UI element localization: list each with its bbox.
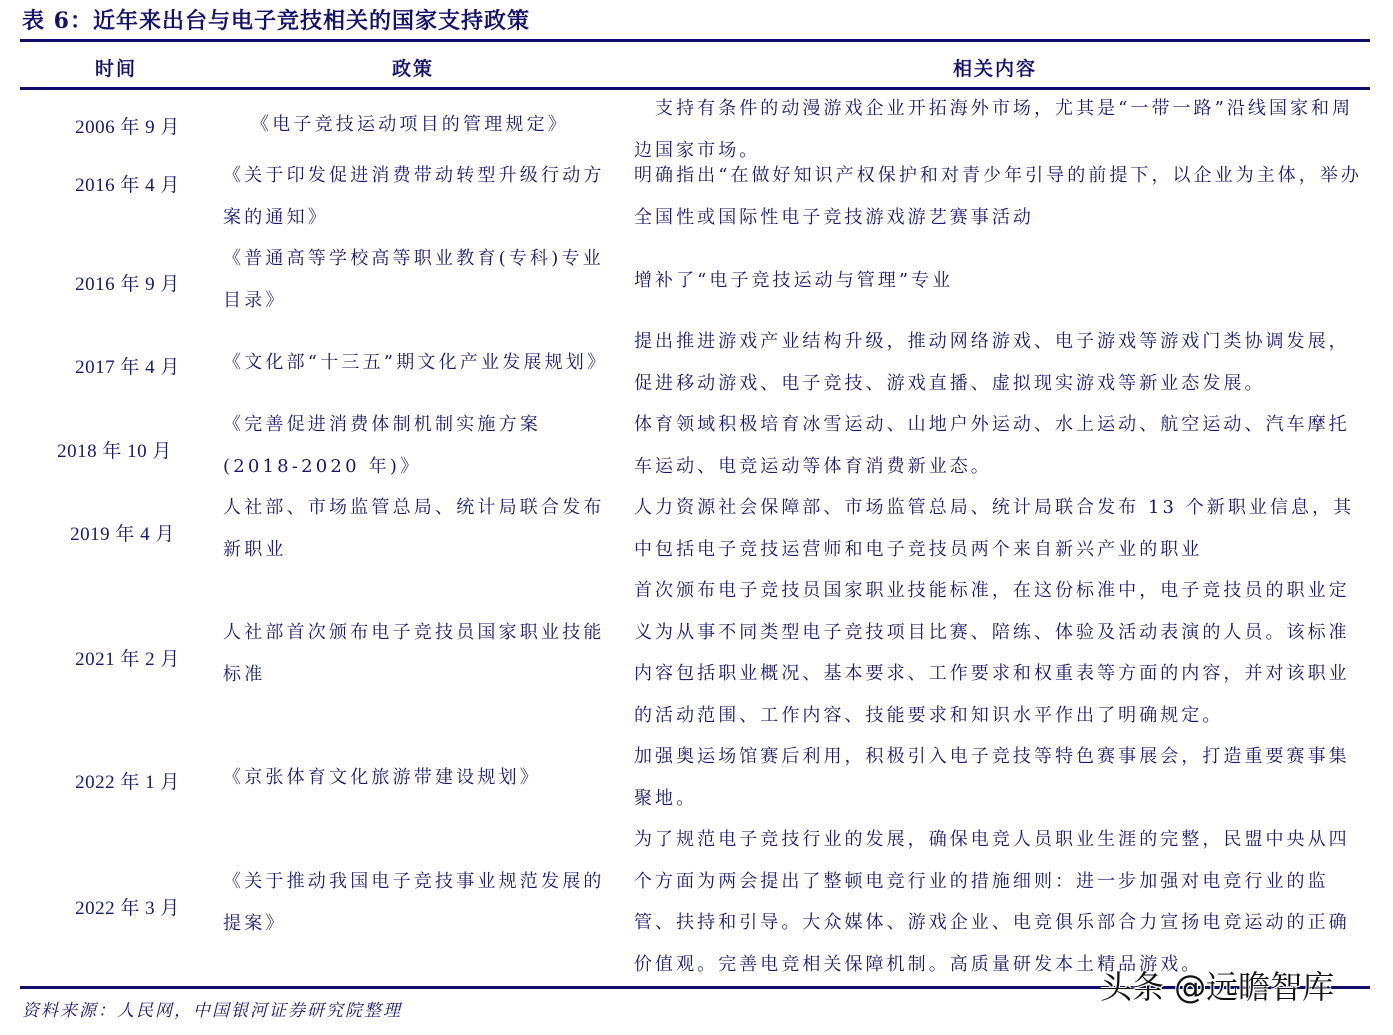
header-content: 相关内容	[953, 58, 1038, 80]
row-date: 2022 年 1 月	[75, 772, 180, 793]
row-policy: 《文化部“十三五”期文化产业发展规划》	[223, 352, 609, 373]
row-date: 2016 年 4 月	[75, 175, 180, 196]
row-date: 2016 年 9 月	[75, 274, 180, 295]
row-policy: 人社部、市场监管总局、统计局联合发布新职业	[223, 497, 605, 560]
top-rule	[20, 39, 1370, 42]
row-content: 体育领域积极培育冰雪运动、山地户外运动、水上运动、航空运动、汽车摩托车运动、电竞运动等体育消费新业态。	[634, 414, 1350, 477]
row-date: 2022 年 3 月	[75, 898, 180, 919]
row-date: 2018 年 10 月	[57, 441, 172, 462]
row-content: 增补了“电子竞技运动与管理”专业	[634, 270, 954, 291]
row-policy: 《普通高等学校高等职业教育(专科)专业目录》	[223, 248, 604, 311]
row-date: 2017 年 4 月	[75, 357, 180, 378]
row-date: 2021 年 2 月	[75, 649, 180, 670]
row-content: 加强奥运场馆赛后利用，积极引入电子竞技等特色赛事展会，打造重要赛事集聚地。	[634, 746, 1350, 809]
row-policy: 《完善促进消费体制机制实施方案(2018-2020 年)》	[223, 414, 541, 477]
header-time: 时间	[95, 58, 138, 80]
row-policy: 《京张体育文化旅游带建设规划》	[223, 767, 541, 788]
watermark: 头条 @远瞻智库	[1100, 968, 1335, 1006]
row-policy: 人社部首次颁布电子竞技员国家职业技能标准	[223, 622, 605, 685]
row-content: 为了规范电子竞技行业的发展，确保电竞人员职业生涯的完整，民盟中央从四个方面为两会提出了整顿电竞行业的措施细则：进一步加强对电竞行业的监管、扶持和引导。大众媒体、游戏企业、电竞俱乐部合力宣扬电竞运动的正确价值观。完善电竞相关保障机制。高质量研发本土精品游戏。	[634, 829, 1350, 975]
row-policy: 《关于印发促进消费带动转型升级行动方案的通知》	[223, 165, 605, 228]
row-policy: 《电子竞技运动项目的管理规定》	[251, 114, 569, 135]
row-date: 2006 年 9 月	[75, 117, 180, 138]
row-policy: 《关于推动我国电子竞技事业规范发展的提案》	[223, 871, 605, 934]
row-date: 2019 年 4 月	[70, 524, 175, 545]
table-title: 表 6：近年来出台与电子竞技相关的国家支持政策	[22, 8, 530, 34]
header-policy: 政策	[392, 58, 435, 80]
row-content: 支持有条件的动漫游戏企业开拓海外市场，尤其是“一带一路”沿线国家和周边国家市场。	[634, 98, 1354, 161]
source-note: 资料来源：人民网，中国银河证券研究院整理	[22, 1001, 402, 1021]
row-content: 提出推进游戏产业结构升级，推动网络游戏、电子游戏等游戏门类协调发展，促进移动游戏、电子竞技、游戏直播、虚拟现实游戏等新业态发展。	[634, 331, 1350, 394]
row-content: 人力资源社会保障部、市场监管总局、统计局联合发布 13 个新职业信息，其中包括电子竞技运营师和电子竞技员两个来自新兴产业的职业	[634, 497, 1355, 560]
row-content: 首次颁布电子竞技员国家职业技能标准，在这份标准中，电子竞技员的职业定义为从事不同类型电子竞技项目比赛、陪练、体验及活动表演的人员。该标准内容包括职业概况、基本要求、工作要求和权重表等方面的内容，并对该职业的活动范围、工作内容、技能要求和知识水平作出了明确规定。	[634, 580, 1350, 726]
row-content: 明确指出“在做好知识产权保护和对青少年引导的前提下，以企业为主体，举办全国性或国际性电子竞技游戏游艺赛事活动	[634, 165, 1362, 228]
